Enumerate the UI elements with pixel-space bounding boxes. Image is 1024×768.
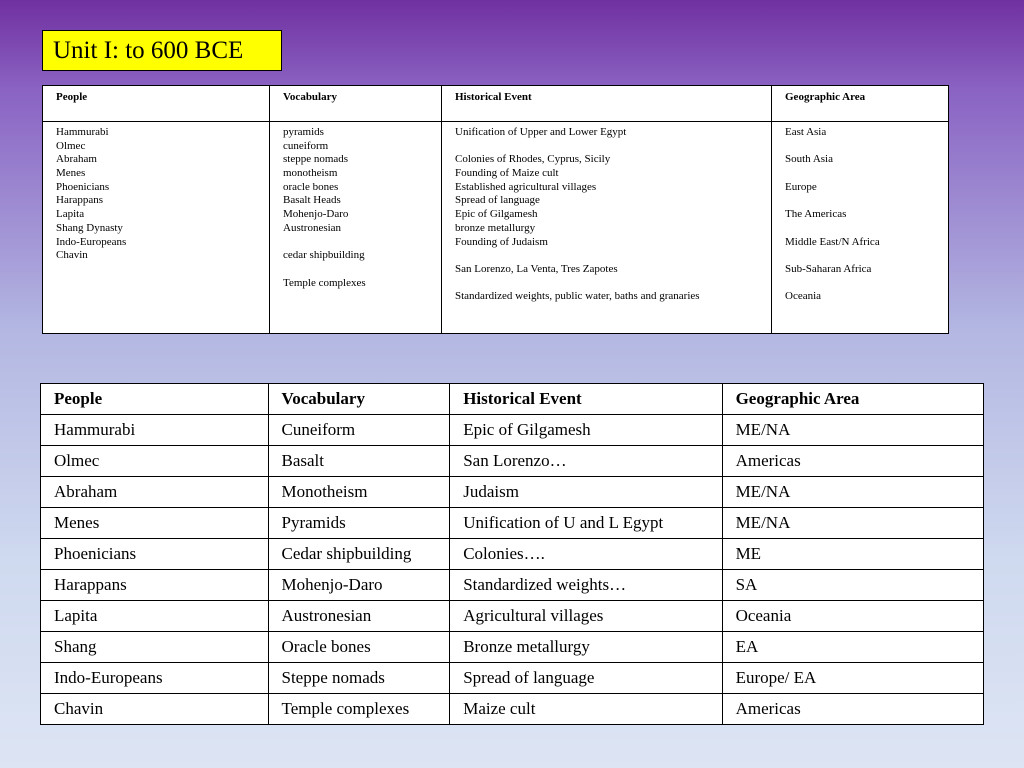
top-table-cell-line: Temple complexes bbox=[283, 276, 366, 289]
top-table-cell-line bbox=[785, 222, 948, 236]
table-row bbox=[41, 415, 984, 446]
bottom-table-header-row bbox=[41, 384, 984, 415]
table-row bbox=[41, 477, 984, 508]
cell-vocabulary: Monotheism bbox=[268, 477, 450, 508]
cell-geographic-area: ME/NA bbox=[722, 508, 983, 539]
cell-geographic-area: Europe/ EA bbox=[722, 663, 983, 694]
top-table-cell-line: Austronesian bbox=[283, 221, 342, 234]
cell-geographic-area: ME/NA bbox=[722, 477, 983, 508]
cell-vocabulary: Oracle bones bbox=[268, 632, 450, 663]
cell-historical-event: Agricultural villages bbox=[450, 601, 722, 632]
cell-people: Phoenicians bbox=[41, 539, 269, 570]
top-table-cell-line bbox=[785, 277, 948, 291]
top-table-cell-line bbox=[455, 140, 771, 154]
top-table-cell-line: Shang Dynasty bbox=[56, 221, 123, 234]
top-people-column bbox=[43, 122, 270, 334]
bottom-matching-table bbox=[40, 383, 984, 725]
cell-people: Abraham bbox=[41, 477, 269, 508]
cell-vocabulary: Pyramids bbox=[268, 508, 450, 539]
cell-vocabulary: Temple complexes bbox=[268, 694, 450, 725]
top-table-cell-line: Lapita bbox=[56, 208, 85, 221]
cell-people: Olmec bbox=[41, 446, 269, 477]
top-historical-event-column bbox=[442, 122, 772, 334]
table-row bbox=[41, 601, 984, 632]
top-table-cell-line: East Asia bbox=[785, 126, 827, 138]
top-table-cell-line bbox=[785, 194, 948, 208]
top-table-cell-line: Harappans bbox=[56, 194, 104, 207]
top-header-geographic-area: Geographic Area bbox=[785, 91, 866, 103]
top-table-cell-line: Middle East/N Africa bbox=[785, 235, 880, 248]
top-table-cell-line: monotheism bbox=[283, 167, 338, 180]
top-table-cell-line bbox=[455, 277, 771, 291]
top-table-cell-line: Basalt Heads bbox=[283, 194, 341, 207]
top-geographic-area-column bbox=[772, 122, 948, 334]
cell-historical-event: San Lorenzo… bbox=[450, 446, 722, 477]
cell-people: Menes bbox=[41, 508, 269, 539]
cell-geographic-area: Americas bbox=[722, 446, 983, 477]
top-table-cell-line: Unification of Upper and Lower Egypt bbox=[455, 126, 627, 138]
top-table-header-row bbox=[43, 86, 948, 122]
top-header-vocabulary: Vocabulary bbox=[270, 86, 442, 121]
cell-historical-event: Unification of U and L Egypt bbox=[450, 508, 722, 539]
top-table-cell-line: San Lorenzo, La Venta, Tres Zapotes bbox=[455, 262, 618, 275]
top-table-cell-line: Standardized weights, public water, baths and granaries bbox=[455, 290, 700, 303]
cell-geographic-area: Americas bbox=[722, 694, 983, 725]
top-table-cell-line: Mohenjo-Daro bbox=[283, 208, 349, 221]
top-table-cell-line: Phoenicians bbox=[56, 180, 110, 193]
top-table-cell-line: cuneiform bbox=[283, 139, 329, 152]
top-table-body bbox=[43, 122, 948, 334]
top-table-cell-line bbox=[283, 236, 441, 250]
top-table-cell-line: Olmec bbox=[56, 139, 86, 152]
bottom-header-vocabulary: Vocabulary bbox=[268, 384, 450, 415]
top-table-cell-line bbox=[283, 263, 441, 277]
table-row bbox=[41, 446, 984, 477]
top-table-cell-line: South Asia bbox=[785, 153, 833, 166]
top-table-cell-line: Abraham bbox=[56, 153, 97, 166]
top-table-cell-line: Menes bbox=[56, 167, 86, 180]
cell-vocabulary: Cuneiform bbox=[268, 415, 450, 446]
top-table-cell-line: oracle bones bbox=[283, 180, 339, 193]
top-table-cell-line: Oceania bbox=[785, 290, 822, 303]
top-header-people: People bbox=[43, 86, 270, 121]
cell-historical-event: Standardized weights… bbox=[450, 570, 722, 601]
top-table-cell-line: Sub-Saharan Africa bbox=[785, 262, 872, 275]
top-vocabulary-column bbox=[270, 122, 442, 334]
cell-vocabulary: Mohenjo-Daro bbox=[268, 570, 450, 601]
top-table-cell-line: Chavin bbox=[56, 249, 88, 262]
cell-historical-event: Spread of language bbox=[450, 663, 722, 694]
top-table-cell-line: Colonies of Rhodes, Cyprus, Sicily bbox=[455, 153, 611, 166]
cell-vocabulary: Austronesian bbox=[268, 601, 450, 632]
cell-historical-event: Epic of Gilgamesh bbox=[450, 415, 722, 446]
table-row bbox=[41, 539, 984, 570]
top-table-cell-line bbox=[785, 249, 948, 263]
cell-historical-event: Colonies…. bbox=[450, 539, 722, 570]
cell-people: Harappans bbox=[41, 570, 269, 601]
top-table-cell-line: Europe bbox=[785, 180, 817, 193]
table-row bbox=[41, 632, 984, 663]
top-table-cell-line: cedar shipbuilding bbox=[283, 249, 365, 262]
top-table-cell-line: bronze metallurgy bbox=[455, 221, 536, 234]
cell-geographic-area: ME bbox=[722, 539, 983, 570]
cell-vocabulary: Steppe nomads bbox=[268, 663, 450, 694]
top-table-cell-line: The Americas bbox=[785, 208, 847, 221]
top-summary-table bbox=[42, 85, 949, 334]
cell-people: Hammurabi bbox=[41, 415, 269, 446]
cell-people: Lapita bbox=[41, 601, 269, 632]
top-table-cell-line: Epic of Gilgamesh bbox=[455, 208, 538, 221]
table-row bbox=[41, 694, 984, 725]
top-table-cell-line: Established agricultural villages bbox=[455, 180, 597, 193]
cell-historical-event: Maize cult bbox=[450, 694, 722, 725]
top-table-cell-line bbox=[785, 167, 948, 181]
cell-geographic-area: SA bbox=[722, 570, 983, 601]
top-table-cell-line: steppe nomads bbox=[283, 153, 349, 166]
bottom-table-body bbox=[41, 415, 984, 725]
cell-historical-event: Judaism bbox=[450, 477, 722, 508]
table-row bbox=[41, 508, 984, 539]
top-table-cell-line: Founding of Maize cult bbox=[455, 167, 559, 180]
cell-people: Indo-Europeans bbox=[41, 663, 269, 694]
top-table-cell-line bbox=[785, 140, 948, 154]
top-table-cell-line: Founding of Judaism bbox=[455, 235, 548, 248]
top-table-cell-line: pyramids bbox=[283, 126, 324, 138]
cell-geographic-area: ME/NA bbox=[722, 415, 983, 446]
top-table-cell-line bbox=[455, 249, 771, 263]
bottom-header-historical-event: Historical Event bbox=[450, 384, 722, 415]
top-table-cell-line: Hammurabi bbox=[56, 126, 109, 138]
top-table-cell-line: Spread of language bbox=[455, 194, 540, 207]
cell-geographic-area: Oceania bbox=[722, 601, 983, 632]
cell-people: Chavin bbox=[41, 694, 269, 725]
cell-vocabulary: Cedar shipbuilding bbox=[268, 539, 450, 570]
top-header-historical-event: Historical Event bbox=[442, 86, 772, 121]
cell-vocabulary: Basalt bbox=[268, 446, 450, 477]
cell-people: Shang bbox=[41, 632, 269, 663]
table-row bbox=[41, 570, 984, 601]
slide-title: Unit I: to 600 BCE bbox=[42, 30, 282, 71]
table-row bbox=[41, 663, 984, 694]
top-table-cell-line: Indo-Europeans bbox=[56, 235, 127, 248]
cell-geographic-area: EA bbox=[722, 632, 983, 663]
bottom-header-geographic-area: Geographic Area bbox=[722, 384, 983, 415]
cell-historical-event: Bronze metallurgy bbox=[450, 632, 722, 663]
bottom-header-people: People bbox=[41, 384, 269, 415]
